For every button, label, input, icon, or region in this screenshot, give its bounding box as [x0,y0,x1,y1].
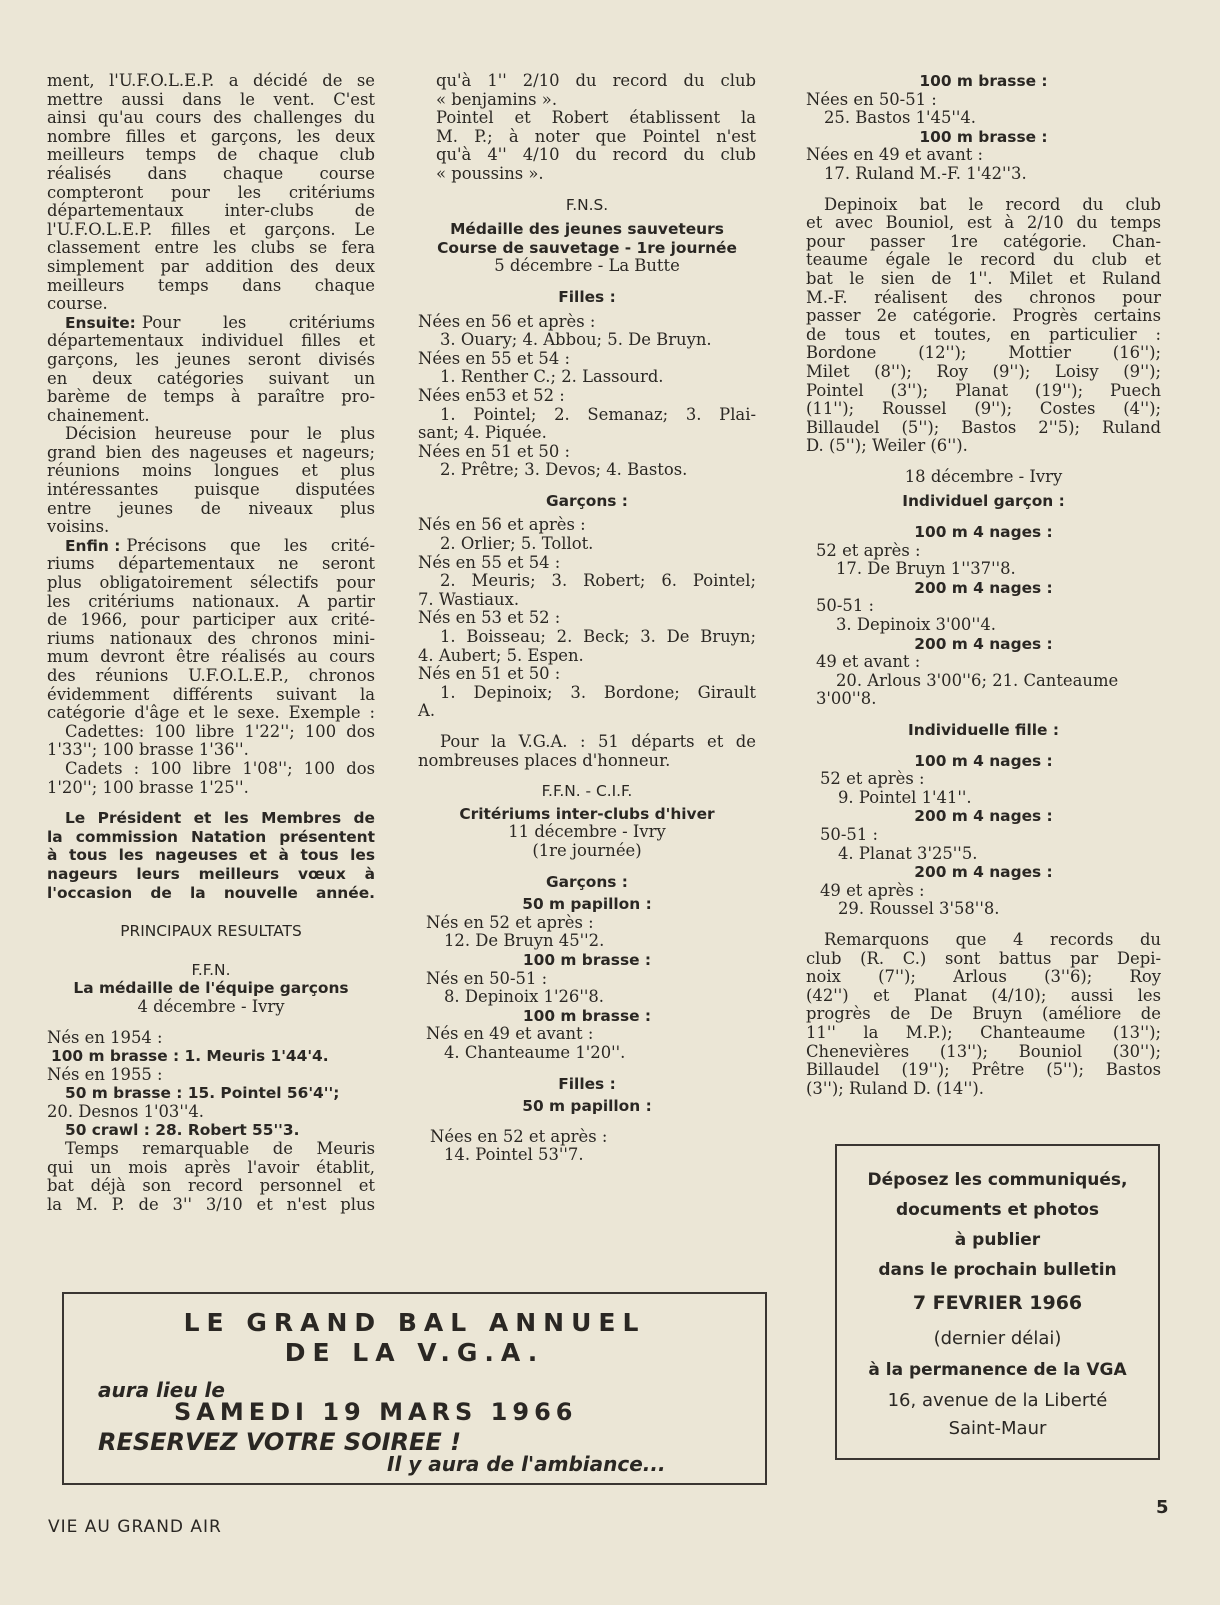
text-line: qu'à 4'' 4/10 du record du club [436,145,756,165]
text-line: Milet (8''); Roy (9''); Loisy (9''); [806,361,1161,381]
result-line: 17. De Bruyn 1''37''8. [836,559,1016,579]
text-line: Depinoix bat le record du club [824,194,1161,214]
text-line: 49 et avant : [816,652,921,672]
depinoix-paragraph [806,196,1161,456]
result-line: 2. Meuris; 3. Robert; 6. Pointel; [440,571,756,591]
event-heading: 200 m 4 nages : [914,578,1053,597]
event-heading: 200 m 4 nages : [914,863,1053,882]
depot-line: dans le prochain bulletin [878,1260,1117,1280]
text-line: des réunions U.F.O.L.E.P., chronos [47,666,375,685]
result-line: 4. Aubert; 5. Espen. [418,645,584,665]
text-line: grand bien des nageuses et nageurs; [47,442,375,462]
text-line: riums nationaux des chronos mini- [47,628,375,648]
text-line: (42'') et Planat (4/10); aussi les [806,985,1161,1005]
bal-title-line-1: LE GRAND BAL ANNUEL [183,1308,646,1337]
depot-city: Saint-Maur [948,1418,1047,1439]
text-line: mum devront être réalisés au cours [47,647,375,667]
result-line: 1. Boisseau; 2. Beck; 3. De Bruyn; [440,627,756,647]
text-line: Nées en 50-51 : [806,89,937,109]
text-line: 50-51 : [816,596,874,616]
individuelle-fille-heading: Individuelle fille : [908,721,1059,739]
garcons2-heading: Garçons : [546,872,628,891]
text-line: Billaudel (19''); Prêtre (5''); Bastos [806,1060,1161,1080]
text-line: classement entre les clubs se fera [47,238,375,258]
text-line: de tous et toutes, en particulier : [806,324,1161,344]
text-line: réalisés dans chaque course [47,163,375,183]
event-heading: 200 m 4 nages : [914,634,1053,653]
text-line: pour passer 1re catégorie. Chan- [806,231,1161,251]
result-line: 1. Pointel; 2. Semanaz; 3. Plai- [440,404,756,424]
text-line: Billaudel (5''); Bastos 2''5); Ruland [806,417,1161,437]
fns-date: 5 décembre - La Butte [494,256,680,276]
result-line: 12. De Bruyn 45''2. [444,931,605,951]
result-line: 2. Orlier; 5. Tollot. [440,534,594,554]
text-line: Cadets : 100 libre 1'08''; 100 dos [65,758,375,778]
depot-deadline: 7 FEVRIER 1966 [912,1292,1083,1314]
criteriums-journee: (1re journée) [532,840,642,860]
result-line: 2. Prêtre; 3. Devos; 4. Bastos. [440,460,688,480]
text-line: entre jeunes de niveaux plus [47,498,375,518]
page-number: 5 [1156,1497,1169,1518]
text-line: Cadettes: 100 libre 1'22''; 100 dos [65,721,375,741]
temps-paragraph [47,1140,375,1214]
resultats-heading: PRINCIPAUX RESULTATS [120,922,302,941]
text-line: Nées en 55 et 54 : [418,348,570,368]
text-line: 52 et après : [816,540,921,560]
column-2 [418,72,756,1165]
text-line: simplement par addition des deux [47,256,375,276]
result-line: 100 m brasse : 1. Meuris 1'44'4. [51,1047,329,1066]
bal-title-line-2: DE LA V.G.A. [284,1338,545,1367]
text-line: passer 2e catégorie. Progrès certains [806,306,1161,326]
bal-annuel-box [62,1292,767,1485]
filles2-heading: Filles : [558,1074,616,1093]
depot-line: (dernier délai) [933,1328,1062,1349]
text-line: club (R. C.) sont battus par Depi- [806,948,1161,968]
text-line: (3''); Ruland D. (14''). [806,1078,984,1098]
medaille-heading: La médaille de l'équipe garçons [73,979,349,998]
depot-line: à publier [954,1230,1041,1250]
text-line: Décision heureuse pour le plus [65,424,375,444]
bal-line-aura-lieu: aura lieu le [98,1378,225,1402]
bal-reservez: RESERVEZ VOTRE SOIREE ! [98,1428,462,1456]
ffn-cif-heading: F.F.N. - C.I.F. [541,782,633,801]
text-line: Précisons que les crité- [126,535,375,555]
depot-line: à la permanence de la VGA [868,1360,1127,1380]
text-line: Nés en 1954 : [47,1027,163,1047]
text-line: 1'20''; 100 brasse 1'25''. [47,777,249,797]
result-line: 4. Planat 3'25''5. [838,843,978,863]
text-line: nombreuses places d'honneur. [418,750,671,770]
text-line: plus obligatoirement sélectifs pour [47,573,375,593]
text-line: la M. P. de 3'' 3/10 et n'est plus [47,1194,375,1214]
text-line: et avec Bouniol, est à 2/10 du temps [806,213,1161,233]
text-line: compteront pour les critériums [47,182,375,202]
text-line: Nées en 49 et avant : [806,145,984,165]
text-line: bat le sien de 1''. Milet et Ruland [806,268,1161,288]
text-line: Nées en53 et 52 : [418,385,565,405]
text-line: départementaux individuel filles et [47,331,375,351]
text-line: mettre aussi dans le vent. C'est [47,89,375,109]
text-line: Remarquons que 4 records du [824,929,1161,949]
text-line: ment, l'U.F.O.L.E.P. a décidé de se [47,71,375,90]
text-line: D. (5''); Weiler (6''). [806,436,968,456]
event-heading: 100 m 4 nages : [914,751,1053,770]
result-line: A. [418,701,436,721]
text-line: chainement. [47,405,150,425]
text-line: à tous les nageuses et à tous les [47,846,375,865]
criteriums-heading: Critériums inter-clubs d'hiver [459,804,715,823]
text-line: meilleurs temps de chaque club [47,145,375,165]
fns-subtitle: Course de sauvetage - 1re journée [437,238,737,257]
event-heading: 100 m brasse : [919,72,1048,90]
event-heading: 100 m 4 nages : [914,523,1053,542]
text-line: voisins. [47,517,110,537]
text-line: « poussins ». [436,163,544,183]
event-heading: 50 m papillon : [522,1097,652,1116]
text-line: (11''); Roussel (9''); Costes (4''); [806,399,1161,419]
text-line: Nées en 51 et 50 : [418,441,570,461]
ufolep-paragraph [47,72,375,314]
text-line: nageurs leurs meilleurs vœux à [47,864,375,883]
result-line: 29. Roussel 3'58''8. [838,899,1000,919]
text-line: intéressantes puisque disputées [47,480,375,500]
date-18-decembre: 18 décembre - Ivry [904,466,1063,486]
result-line: sant; 4. Piquée. [418,423,547,443]
medaille-date: 4 décembre - Ivry [137,996,285,1016]
result-line: 8. Depinoix 1'26''8. [444,987,604,1007]
result-line: 9. Pointel 1'41''. [838,787,972,807]
text-line: évidemment différents suivant la [47,684,375,704]
result-line: 20. Desnos 1'03''4. [47,1101,205,1121]
text-line: progrès de De Bruyn (améliore de [806,1004,1161,1024]
text-line: Pointel et Robert établissent la [436,108,756,128]
text-line: Nés en 52 et après : [426,912,594,932]
result-line: 3. Ouary; 4. Abbou; 5. De Bruyn. [440,330,712,350]
event-heading: 50 m papillon : [522,895,652,914]
text-line: Chenevières (13''); Bouniol (30''); [806,1041,1161,1061]
column-3 [806,72,1161,1098]
result-line: 14. Pointel 53''7. [444,1145,584,1165]
result-line: 17. Ruland M.-F. 1'42''3. [824,163,1027,183]
fns-title: Médaille des jeunes sauveteurs [450,220,724,239]
ensuite-label: Ensuite: [65,313,136,332]
bal-date: SAMEDI 19 MARS 1966 [174,1398,578,1426]
text-line: ainsi qu'au cours des challenges du [47,108,375,128]
bal-ambiance: Il y aura de l'ambiance... [387,1452,666,1476]
column-1 [47,72,375,1214]
depot-address: 16, avenue de la Liberté [887,1390,1108,1411]
text-line: Nés en 1955 : [47,1064,163,1084]
text-line: Nés en 55 et 54 : [418,552,561,572]
text-line: 1'33''; 100 brasse 1'36''. [47,740,249,760]
remarquons-paragraph [806,931,1161,1098]
text-line: les critériums nationaux. A partir [47,591,375,611]
text-line: Nés en 50-51 : [426,968,548,988]
result-line: 1. Renther C.; 2. Lassourd. [440,367,664,387]
text-line: l'occasion de la nouvelle année. [47,883,375,902]
ensuite-paragraph [47,314,375,426]
text-line: qu'à 1'' 2/10 du record du club [436,71,756,90]
ffn-heading: F.F.N. [191,960,231,979]
text-line: Le Président et les Membres de [65,809,375,828]
result-line: 50 m brasse : 15. Pointel 56'4''; [65,1084,340,1103]
text-line: M. P.; à noter que Pointel n'est [436,126,756,146]
result-line: 3'00''8. [816,689,877,709]
event-heading: 100 m brasse : [522,1006,652,1025]
decision-paragraph [47,425,375,537]
text-line: Nés en 53 et 52 : [418,608,561,628]
depot-line: documents et photos [896,1200,1099,1220]
garcons-heading: Garçons : [546,491,628,510]
text-line: 52 et après : [820,769,925,789]
result-line: 50 crawl : 28. Robert 55''3. [65,1121,300,1140]
text-line: nombre filles et garçons, les deux [47,126,375,146]
text-line: 50-51 : [820,824,878,844]
result-line: 1. Depinoix; 3. Bordone; Girault [440,682,756,702]
event-heading: 100 m brasse : [919,127,1048,146]
individuel-garcon-heading: Individuel garçon : [902,492,1065,511]
text-line: la commission Natation présentent [47,827,375,846]
text-line: Bordone (12''); Mottier (16''); [806,343,1161,363]
text-line: course. [47,294,108,314]
text-line: Temps remarquable de Meuris [65,1139,375,1159]
text-line: barème de temps à paraître pro- [47,387,375,407]
text-line: noix (7''); Arlous (3''6); Roy [806,967,1161,987]
text-line: départementaux inter-clubs de [47,201,375,221]
text-line: l'U.F.O.L.E.P. filles et garçons. Le [47,219,375,239]
result-line: 20. Arlous 3'00''6; 21. Canteaume [836,670,1119,690]
text-line: Nées en 56 et après : [418,311,596,331]
result-line: 3. Depinoix 3'00''4. [836,615,996,635]
text-line: 11'' la M.P.); Chanteaume (13''); [806,1022,1161,1042]
text-line: 49 et après : [820,880,925,900]
text-line: bat déjà son record personnel et [47,1176,375,1196]
text-line: catégorie d'âge et le sexe. Exemple : [47,703,375,723]
text-line: Nés en 49 et avant : [426,1024,594,1044]
depot-communiques-box [835,1144,1160,1460]
text-line: « benjamins ». [436,89,558,109]
filles-heading: Filles : [558,287,616,306]
text-line: Pointel (3''); Planat (19''); Puech [806,380,1161,400]
text-line: en deux catégories suivant un [47,368,375,388]
criteriums-date: 11 décembre - Ivry [508,822,666,842]
result-line: 25. Bastos 1'45''4. [824,108,977,128]
text-line: M.-F. réalisent des chronos pour [806,287,1161,307]
text-line: de 1966, pour participer aux crité- [47,610,375,630]
text-line: Nés en 51 et 50 : [418,664,561,684]
text-line: meilleurs temps dans chaque [47,275,375,295]
text-line: teaume égale le record du club et [806,250,1161,270]
text-line: riums départementaux ne seront [47,554,375,574]
voeux-paragraph [47,809,375,902]
enfin-paragraph [47,537,375,797]
enfin-label: Enfin : [65,536,121,555]
text-line: garçons, les jeunes seront divisés [47,349,375,369]
text-line: Pour la V.G.A. : 51 départs et de [440,732,756,751]
text-line: Nés en 56 et après : [418,515,586,535]
text-line: réunions moins longues et plus [47,461,375,481]
text-line: Pour les critériums [141,312,375,332]
result-line: 7. Wastiaux. [418,589,520,609]
event-heading: 100 m brasse : [522,950,652,969]
text-line: Nées en 52 et après : [430,1126,608,1146]
text-line: qui un mois après l'avoir établit, [47,1157,375,1177]
result-line: 4. Chanteaume 1'20''. [444,1042,626,1062]
event-heading: 200 m 4 nages : [914,807,1053,826]
fns-heading: F.N.S. [565,195,609,214]
magazine-name: VIE AU GRAND AIR [48,1517,222,1537]
depot-line: Déposez les communiqués, [867,1170,1128,1190]
